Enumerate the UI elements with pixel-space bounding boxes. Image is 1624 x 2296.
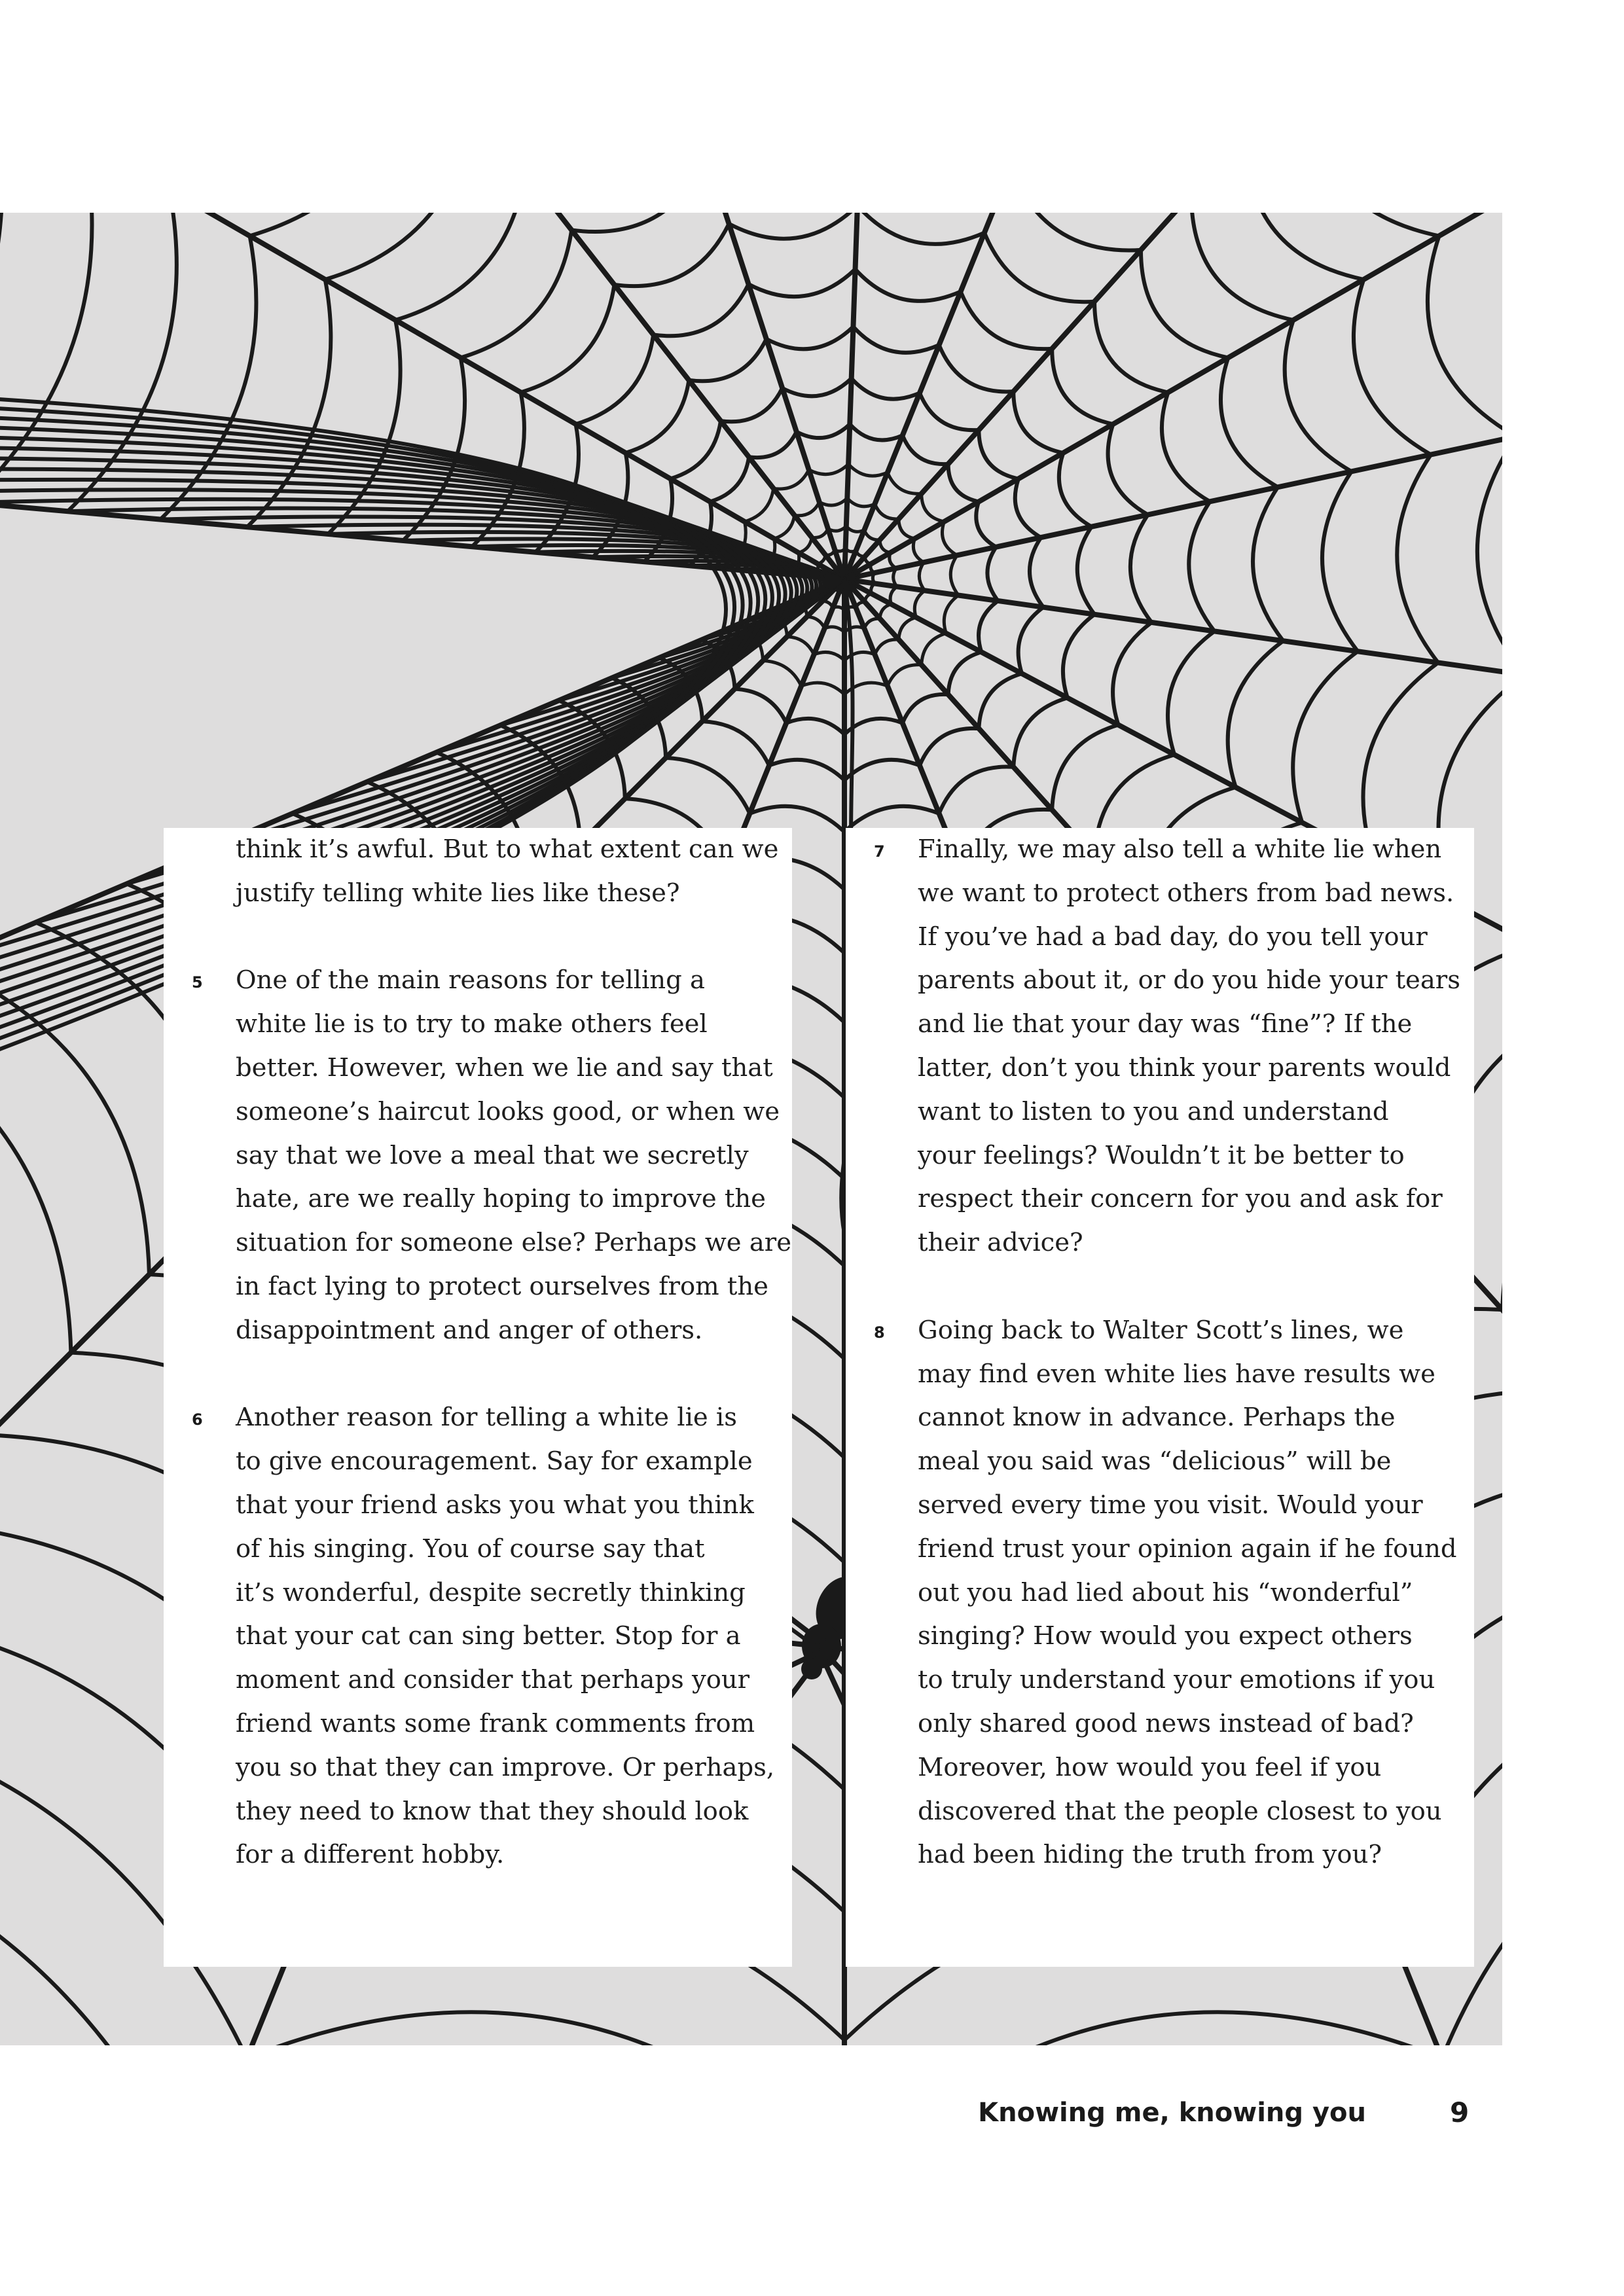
web-spiral-thread [890,553,896,569]
web-spiral-thread [1228,641,1284,787]
web-spiral-thread [769,760,844,780]
text-line: they need to know that they should look [236,1796,749,1826]
web-spiral-thread [979,430,1019,479]
web-spiral-thread [942,522,957,555]
web-spiral-thread [787,637,814,655]
web-spiral-thread [856,602,865,608]
text-line: friend wants some frank comments from [236,1709,755,1738]
web-spiral-thread [950,555,958,595]
web-spiral-thread [865,556,871,564]
text-line: your feelings? Wouldn’t it be better to [918,1140,1405,1170]
web-spiral-thread [979,601,998,652]
web-spiral-thread [1246,213,1363,279]
web-spiral-thread [1030,537,1043,607]
web-spiral-thread [920,393,979,430]
web-spiral-thread [615,224,729,286]
web-spiral-thread [1304,213,1439,236]
web-spiral-thread [857,213,984,244]
text-line: justify telling white lies like these? [236,878,680,908]
web-spiral-thread [890,586,897,604]
text-line: someone’s haircut looks good, or when we [236,1096,780,1126]
web-spiral-thread [710,457,749,501]
web-spiral-thread [721,388,782,422]
web-spiral-thread [944,596,958,634]
web-spiral-thread [839,592,844,594]
text-line: Moreover, how would you feel if you [918,1752,1382,1782]
web-spiral-thread [797,424,850,438]
web-spiral-thread [1019,607,1043,673]
text-line: say that we love a meal that we secretly [236,1140,749,1170]
web-spiral-thread [865,594,871,602]
text-line: hate, are we really hoping to improve the [236,1184,766,1214]
web-spiral-thread [848,464,888,476]
web-spiral-thread [626,380,689,453]
text-line: of his singing. You of course say that [236,1534,705,1564]
text-line: singing? How would you expect others [918,1621,1413,1651]
web-spiral-thread [571,213,708,232]
web-spiral-thread [922,493,945,522]
text-line: Another reason for telling a white lie is [236,1403,737,1433]
text-line: only shared good news instead of bad? [918,1709,1414,1738]
web-spiral-thread [666,758,749,814]
text-line: you so that they can improve. Or perhaps, [236,1752,775,1782]
web-spiral-thread [818,555,825,564]
web-spiral-thread [844,2012,1442,2045]
web-spiral-thread [1293,651,1358,823]
web-spiral-thread [903,694,948,723]
text-line: disappointment and anger of others. [236,1315,703,1345]
web-spiral-thread [749,432,797,457]
web-spiral-thread [844,760,920,780]
web-spiral-thread [786,719,844,734]
text-line: discovered that the people closest to you [918,1796,1442,1826]
web-spiral-thread [812,529,828,537]
web-spiral-thread [899,519,914,539]
text-line: to give encouragement. Say for example [236,1446,753,1477]
web-spiral-thread [801,683,844,694]
web-spiral-thread [1397,455,1438,663]
web-spiral-thread [247,2012,844,2045]
web-spiral-thread [961,292,1053,350]
web-spiral-thread [702,721,769,766]
web-spiral-thread [1077,527,1094,615]
text-line: respect their concern for you and ask for [918,1184,1443,1214]
web-spiral-thread [880,604,891,619]
web-spiral-thread [825,550,835,555]
web-spiral-thread [914,590,925,617]
web-spiral-thread [1322,471,1358,651]
web-spiral-thread [979,673,1022,728]
web-spiral-thread [880,540,890,553]
web-spiral-thread [856,550,865,556]
web-spiral-thread [850,424,903,440]
web-spiral-thread [729,213,857,239]
web-spiral-thread [1052,349,1113,424]
web-spiral-thread [745,488,774,522]
web-spiral-thread [825,627,844,632]
web-spiral-thread [1191,213,1293,320]
text-line: meal you said was “delicious” will be [918,1446,1392,1477]
text-line: If you’ve had a bad day, do you tell your [918,922,1428,952]
web-spiral-thread [856,269,961,301]
web-spiral-thread [852,378,920,399]
web-spiral-thread [948,464,979,502]
web-spiral-thread [461,230,572,358]
web-spiral-thread [653,284,748,336]
web-spiral-thread [920,728,979,766]
web-spiral-thread [814,652,845,660]
web-spiral-thread [864,619,880,628]
web-spiral-thread [1253,487,1283,641]
web-spiral-thread [763,661,802,687]
web-spiral-thread [749,269,856,296]
web-spiral-thread [1108,424,1148,514]
web-spiral-thread [325,213,475,279]
text-line: that your friend asks you what you think [236,1490,754,1520]
web-spiral-thread [689,339,766,381]
web-spiral-thread [1189,501,1214,631]
text-line: latter, don’t you think your parents would [918,1053,1451,1083]
text-line: cannot know in advance. Perhaps the [918,1403,1396,1433]
web-spiral-thread [1011,213,1141,251]
web-spiral-thread [0,213,2,493]
paragraph-number: 8 [874,1323,885,1342]
web-spiral-thread [68,213,177,511]
web-spiral-thread [1221,358,1278,488]
web-spiral-thread [1015,479,1041,538]
web-spiral-thread [854,327,939,353]
web-spiral-thread [1059,453,1092,527]
text-line: their advice? [918,1228,1083,1258]
web-spiral-thread [823,601,833,607]
web-spiral-thread [1130,514,1152,622]
web-spiral-thread [1285,320,1352,471]
web-spiral-thread [795,502,820,516]
paragraph-number: 6 [192,1410,203,1429]
footer-title: Knowing me, knowing you [978,2098,1366,2128]
web-spiral-thread [875,639,899,655]
web-spiral-thread [939,345,1014,391]
web-spiral-thread [799,537,812,552]
text-line: moment and consider that perhaps your [236,1665,750,1695]
text-line: parents about it, or do you hide your tears [918,965,1460,996]
text-line: Finally, we may also tell a white lie when [918,834,1442,864]
web-spiral-thread [846,526,865,531]
text-line: had been hiding the truth from you? [918,1840,1382,1870]
web-spiral-thread [1013,391,1063,453]
web-spiral-thread [903,435,948,464]
web-spiral-thread [828,526,846,531]
web-spiral-thread [847,498,875,507]
web-spiral-thread [1063,615,1094,698]
text-line: Going back to Walter Scott’s lines, we [918,1315,1404,1345]
text-line: white lie is to try to make others feel [236,1009,708,1039]
web-spiral-thread [1162,393,1210,502]
web-spiral-thread [976,502,996,547]
web-spiral-thread [0,2017,83,2045]
web-spiral-thread [844,627,864,632]
text-line: think it’s awful. But to what extent can we [236,834,779,864]
right-text-column [846,828,1474,1967]
web-spiral-thread [857,581,859,586]
web-spiral-thread [857,572,859,576]
text-line: for a different hobby. [236,1840,505,1870]
web-spiral-thread [774,470,809,489]
web-spiral-thread [844,652,875,660]
web-spiral-thread [922,634,947,665]
text-line: may find even white lies have results we [918,1359,1435,1389]
paragraph-number: 7 [874,842,885,861]
web-spiral-thread [948,652,982,694]
text-line: want to listen to you and understand [918,1096,1389,1126]
web-spiral-thread [1168,632,1214,755]
web-spiral-thread [845,565,850,566]
web-spiral-thread [0,1909,139,2045]
text-line: One of the main reasons for telling a [236,965,705,996]
web-spiral-thread [1141,250,1228,358]
text-line: out you had lied about his “wonderful” [918,1577,1413,1607]
text-line: it’s wonderful, despite secretly thinking [236,1577,746,1607]
web-spiral-thread [987,547,998,601]
web-spiral-thread [875,504,899,519]
web-spiral-thread [809,464,849,475]
text-line: situation for someone else? Perhaps we are [236,1228,791,1258]
web-spiral-thread [919,562,924,590]
web-spiral-thread [888,473,922,494]
web-spiral-thread [893,568,897,586]
text-line: in fact lying to protect ourselves from the [236,1272,768,1301]
web-spiral-thread [0,1007,71,1353]
web-spiral-thread [1013,698,1068,767]
web-spiral-thread [1354,279,1431,455]
paragraph-number: 5 [192,973,203,992]
text-line: that your cat can sing better. Stop for a [236,1621,741,1651]
web-spiral-thread [782,378,852,396]
page-number: 9 [1450,2096,1470,2128]
web-spiral-thread [670,421,721,478]
web-spiral-thread [864,530,880,540]
text-line: friend trust your opinion again if he found [918,1534,1457,1564]
text-line: better. However, when we lie and say that [236,1053,773,1083]
web-spiral-thread [767,327,854,349]
web-spiral-thread [807,617,825,628]
web-spiral-thread [1428,236,1502,437]
web-spiral-thread [899,617,916,639]
web-spiral-thread [774,515,795,539]
web-spiral-thread [888,665,922,687]
web-spiral-thread [734,689,786,723]
web-spiral-thread [820,498,848,505]
text-line: and lie that your day was “fine”? If the [918,1009,1413,1039]
web-spiral-thread [521,285,615,393]
left-text-column [164,828,792,1967]
web-spiral-thread [873,573,875,583]
text-line: to truly understand your emotions if you [918,1665,1435,1695]
web-spiral-thread [250,213,422,236]
web-spiral-thread [913,539,924,562]
text-line: we want to protect others from bad news. [918,878,1454,908]
web-spiral-thread [1113,622,1151,725]
web-spiral-thread [1052,725,1118,810]
web-spiral-thread [1477,437,1502,675]
web-spiral-thread [939,767,1014,814]
text-line: served every time you visit. Would your [918,1490,1423,1520]
